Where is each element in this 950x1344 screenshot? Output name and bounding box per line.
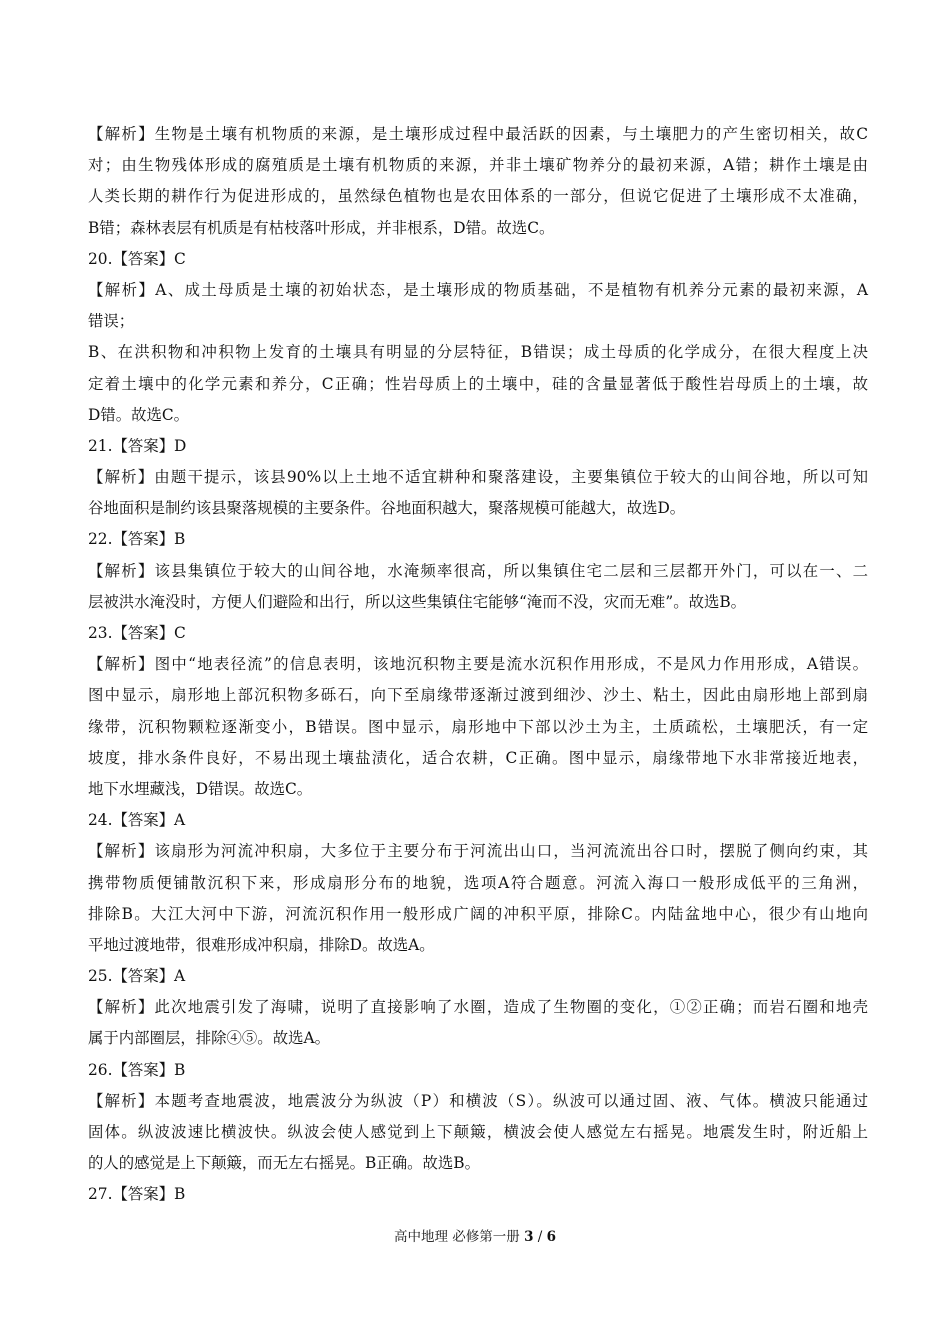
text-line: B错；森林表层有机质是有枯枝落叶形成，并非根系，D错。故选C。 [88, 218, 555, 237]
text-line: 【解析】该扇形为河流冲积扇，大多位于主要分布于河流出山口，当河流流出谷口时，摆脱了侧向约束，其 [88, 842, 868, 861]
text-line: 27.【答案】B [88, 1185, 186, 1204]
text-line: 平地过渡地带，很难形成冲积扇，排除D。故选A。 [88, 935, 435, 954]
text-line: 【解析】生物是土壤有机物质的来源，是土壤形成过程中最活跃的因素，与土壤肥力的产生密切相关，故C [88, 125, 868, 143]
page-number: 3 [524, 1229, 534, 1245]
text-line: 【解析】此次地震引发了海啸，说明了直接影响了水圈，造成了生物圈的变化，①②正确；而岩石圈和地壳 [88, 998, 868, 1017]
text-line: 缘带，沉积物颗粒逐渐变小，B错误。图中显示，扇形地中下部以沙土为主，土质疏松，土壤肥沃，有一定 [88, 717, 868, 736]
text-line: 【解析】由题干提示，该县90%以上土地不适宜耕种和聚落建设，主要集镇位于较大的山间谷地，所以可知 [88, 468, 868, 487]
text-line: 地下水埋藏浅，D错误。故选C。 [88, 779, 313, 798]
page-separator: / [537, 1229, 543, 1245]
text-line: 对；由生物残体形成的腐殖质是土壤有机物质的来源，并非土壤矿物养分的最初来源，A错；耕作土壤是由 [88, 156, 868, 175]
text-line: 图中显示，扇形地上部沉积物多砾石，向下至扇缘带逐渐过渡到细沙、沙土、粘土，因此由扇形地上部到扇 [88, 686, 868, 705]
text-line: 23.【答案】C [88, 624, 186, 642]
page-footer [0, 1227, 950, 1247]
text-line: 【解析】本题考查地震波，地震波分为纵波（P）和横波（S）。纵波可以通过固、液、气体。横波只能通过 [88, 1091, 868, 1110]
answer-explanations [88, 119, 868, 1211]
text-line: 25.【答案】A [88, 967, 186, 986]
text-line: 错误； [88, 312, 135, 331]
text-line: 【解析】该县集镇位于较大的山间谷地，水淹频率很高，所以集镇住宅二层和三层都开外门，可以在一、二 [88, 561, 868, 580]
text-line: 24.【答案】A [88, 811, 186, 830]
text-line: 【解析】图中“地表径流”的信息表明，该地沉积物主要是流水沉积作用形成，不是风力作用形成，A错误。 [88, 655, 868, 674]
text-line: 的人的感觉是上下颠簸，而无左右摇晃。B正确。故选B。 [88, 1154, 480, 1173]
text-line: 层被洪水淹没时，方便人们避险和出行，所以这些集镇住宅能够“淹而不没，灾而无难”。故选B。 [88, 592, 747, 611]
text-line: 20.【答案】C [88, 249, 186, 268]
text-line: 排除B。大江大河中下游，河流沉积作用一般形成广阔的冲积平原，排除C。内陆盆地中心，很少有山地向 [88, 904, 868, 923]
text-line: 【解析】A、成土母质是土壤的初始状态，是土壤形成的物质基础，不是植物有机养分元素的最初来源，A [88, 280, 868, 299]
page-total: 6 [546, 1229, 557, 1245]
footer-title: 高中地理 必修第一册 [393, 1229, 520, 1245]
text-line: 携带物质便铺散沉积下来，形成扇形分布的地貌，选项A符合题意。河流入海口一般形成低平的三角洲， [88, 873, 868, 892]
text-line: D错。故选C。 [88, 405, 190, 424]
text-line: 谷地面积是制约该县聚落规模的主要条件。谷地面积越大，聚落规模可能越大，故选D。 [88, 499, 686, 518]
text-line: 人类长期的耕作行为促进形成的，虽然绿色植物也是农田体系的一部分，但说它促进了土壤形成不太准确， [88, 187, 868, 206]
text-line: 固体。纵波波速比横波快。纵波会使人感觉到上下颠簸，横波会使人感觉左右摇晃。地震发生时，附近船上 [88, 1123, 868, 1141]
text-line: 22.【答案】B [88, 530, 186, 549]
text-line: 21.【答案】D [88, 436, 187, 455]
text-line: 属于内部圈层，排除④⑤。故选A。 [88, 1029, 330, 1048]
text-line: 26.【答案】B [88, 1060, 186, 1079]
text-line: 坡度，排水条件良好，不易出现土壤盐渍化，适合农耕，C正确。图中显示，扇缘带地下水非常接近地表， [88, 748, 868, 767]
text-line: 定着土壤中的化学元素和养分，C正确；性岩母质上的土壤中，硅的含量显著低于酸性岩母质上的土壤，故 [88, 374, 868, 393]
text-line: B、在洪积物和冲积物上发育的土壤具有明显的分层特征，B错误；成土母质的化学成分，在很大程度上决 [88, 343, 868, 362]
